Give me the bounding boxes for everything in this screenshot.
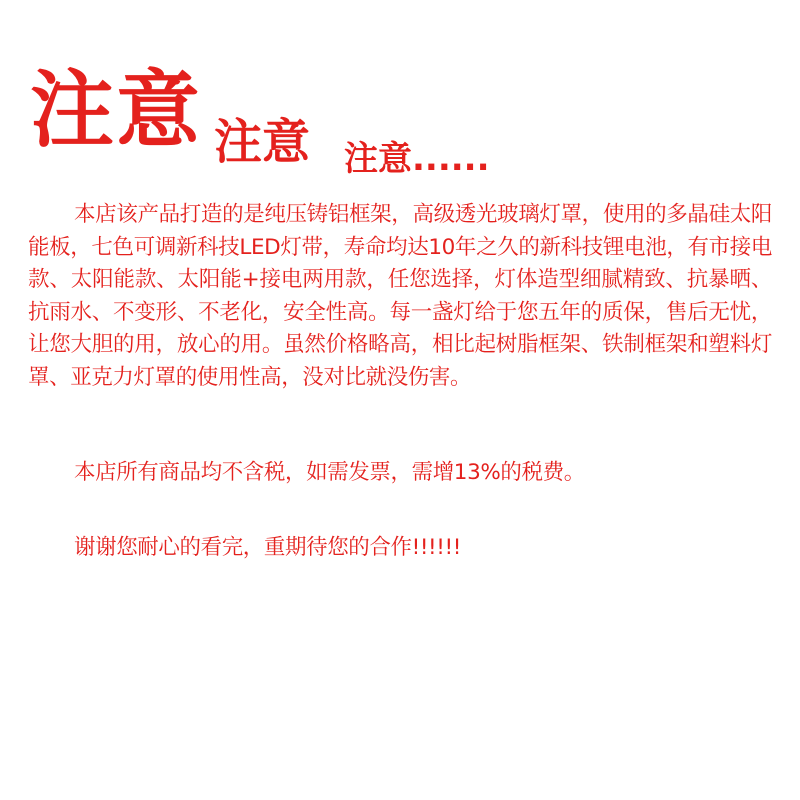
notice-title-large: 注意 — [30, 61, 203, 159]
thank-you-paragraph: 谢谢您耐心的看完，重期待您的合作!!!!!! — [74, 535, 461, 560]
title-row — [0, 0, 800, 200]
tax-notice-paragraph: 本店所有商品均不含税，如需发票，需增13%的税费。 — [74, 460, 585, 485]
product-description-paragraph: 本店该产品打造的是纯压铸铝框架，高级透光玻璃灯罩，使用的多晶硅太阳能板，七色可调新科技LED灯带，寿命均达10年之久的新科技锂电池，有市接电款、太阳能款、太阳能+接电两用款，任您选择，灯体造型细腻精致、抗暴晒、抗雨水、不变形、不老化，安全性高。每一盏灯给于您五年的质保，售后无忧，让您大胆的用，放心的用。虽然价格略高，相比起树脂框架、铁制框架和塑料灯罩、亚克力灯罩的使用性高，没对比就没伤害。 — [28, 202, 772, 390]
notice-title-small: 注意...... — [344, 139, 490, 179]
notice-title-medium: 注意 — [214, 114, 311, 170]
